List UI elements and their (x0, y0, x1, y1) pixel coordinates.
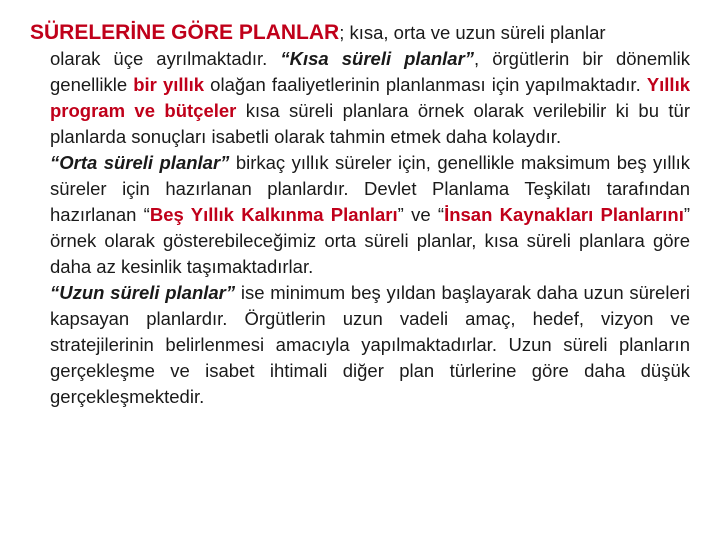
term-mid-term: “Orta süreli planlar” (50, 152, 230, 173)
text-span: ” ve “ (397, 204, 445, 225)
text-span: olarak üçe ayrılmaktadır. (50, 48, 281, 69)
text-span: kısa süreli planlara örnek olarak verilebilir ki bu tür planlarda sonuçları isabetli olarak tahmin etmek daha kolaydır. (50, 100, 690, 147)
text-span: ” örnek olarak gösterebileceğimiz orta süreli planlar, kısa süreli planlara göre daha az kesinlik taşımaktadırlar. (50, 204, 691, 277)
paragraph-mid-term (30, 150, 690, 280)
paragraph-long-term (30, 280, 690, 410)
intro-tail: ; kısa, orta ve uzun süreli planlar (339, 22, 606, 43)
term-long-term: “Uzun süreli planlar” (50, 282, 236, 303)
term-short-term: “Kısa süreli planlar” (280, 48, 475, 69)
slide-title: SÜRELERİNE GÖRE PLANLAR (30, 21, 340, 44)
highlight-hr-plans: İnsan Kaynakları Planlarını (444, 204, 684, 225)
text-span: ise minimum beş yıldan başlayarak daha uzun süreleri kapsayan planlardır. Örgütlerin uzun vadeli amaç, hedef, vizyon ve stratejilerinin belirlenmesi amacıyla yapılmaktadırlar. Uzun süreli planların gerçekleşme ve isabet ihtimali diğer plan türlerine göre daha düşük gerçekleşmektedir. (50, 282, 691, 407)
text-span: olağan faaliyetlerinin planlanması için yapılmaktadır. (204, 74, 647, 95)
text-span: birkaç yıllık süreler için, genellikle maksimum beş yıllık süreler için hazırlanan planlardır. Devlet Planlama Teşkilatı tarafından hazırlanan “ (50, 152, 690, 225)
intro-paragraph (30, 20, 690, 46)
text-span: , örgütlerin bir dönemlik genellikle (50, 48, 691, 95)
highlight-development-plans: Beş Yıllık Kalkınma Planları (149, 204, 398, 225)
highlight-one-year: bir yıllık (133, 74, 205, 95)
paragraph-short-term (30, 46, 690, 150)
highlight-program-budget: Yıllık program ve bütçeler (50, 74, 691, 121)
